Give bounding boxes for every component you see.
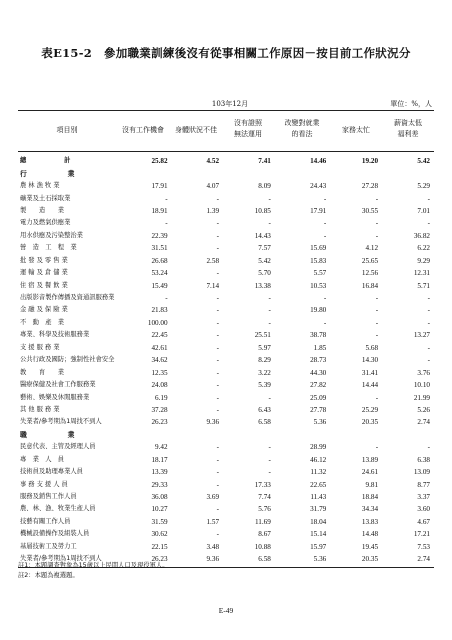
cell-value: - — [216, 306, 220, 315]
cell-value: 9.36 — [206, 555, 220, 564]
cell-value: 100.00 — [147, 318, 168, 327]
cell-value: - — [375, 318, 379, 327]
cell-value: 22.65 — [310, 480, 327, 489]
table-row — [18, 317, 434, 329]
cell-value: 6.19 — [155, 393, 168, 402]
cell-value: - — [216, 269, 220, 278]
survey-date: 103年12月 — [211, 100, 249, 108]
cell-value: - — [216, 294, 220, 303]
cell-value: - — [216, 368, 220, 377]
row-label: 職 業 — [20, 430, 75, 439]
cell-value: - — [268, 455, 271, 464]
table-row — [18, 292, 434, 304]
cell-value: 3.37 — [417, 493, 430, 502]
cell-value: 9.36 — [206, 418, 220, 427]
table-row — [18, 304, 434, 316]
cell-value: 4.07 — [206, 182, 220, 191]
row-label: 醫療保健及社會工作服務業 — [20, 381, 96, 389]
header-no-job: 沒有工作機會 — [122, 126, 164, 134]
cell-value: - — [216, 244, 220, 253]
total-row — [18, 155, 434, 167]
table-row — [18, 441, 434, 453]
cell-value: 3.22 — [258, 368, 271, 377]
cell-value: 7.14 — [206, 281, 220, 290]
table-row — [18, 342, 434, 354]
cell-value: 22.15 — [151, 542, 168, 551]
cell-value — [330, 167, 382, 179]
row-label: 住 宿 及 餐 飲 業 — [20, 281, 68, 289]
cell-value: 2.58 — [206, 256, 220, 265]
cell-value: - — [375, 393, 379, 402]
cell-value: - — [427, 356, 430, 365]
table-title: 表E15-2 參加職業訓練後沒有從事相關工作原因－按目前工作狀況分 — [41, 46, 411, 60]
cell-value: 6.58 — [258, 418, 271, 427]
table-row — [18, 242, 434, 254]
cell-value: 7.53 — [417, 542, 430, 551]
table-row — [18, 516, 434, 528]
cell-value — [172, 167, 223, 179]
cell-value: 18.84 — [361, 493, 379, 502]
cell-value: 6.58 — [258, 555, 271, 564]
table-row — [18, 503, 434, 515]
cell-value: - — [427, 294, 430, 303]
cell-value: - — [268, 443, 271, 452]
table-row — [18, 466, 434, 478]
row-label: 總 計 — [20, 157, 71, 165]
cell-value: 19.80 — [310, 306, 327, 315]
cell-value: - — [216, 393, 220, 402]
cell-value: - — [427, 343, 430, 352]
cell-value: 4.52 — [206, 157, 220, 166]
cell-value: 5.26 — [417, 405, 430, 414]
row-label: 礦業及土石採取業 — [20, 194, 71, 202]
cell-value: 1.39 — [206, 206, 220, 215]
cell-value: 3.69 — [206, 493, 220, 502]
row-label: 金 融 及 保 險 業 — [20, 306, 68, 314]
cell-value: 13.89 — [361, 455, 379, 464]
cell-value: 14.44 — [361, 381, 379, 390]
cell-value: - — [216, 530, 220, 539]
cell-value: - — [375, 194, 379, 203]
cell-value: 11.43 — [310, 493, 327, 502]
cell-value: 5.57 — [313, 269, 327, 278]
cell-value: 5.36 — [313, 418, 327, 427]
cell-value: 15.69 — [310, 244, 327, 253]
table-row — [18, 528, 434, 540]
row-label: 服務及銷售工作人員 — [20, 493, 77, 501]
row-label: 行 業 — [20, 169, 75, 178]
cell-value: - — [375, 219, 379, 228]
cell-value: - — [375, 331, 379, 340]
cell-value: - — [216, 455, 220, 464]
cell-value: - — [323, 294, 327, 303]
cell-value: 24.08 — [151, 381, 168, 390]
cell-value — [382, 167, 434, 179]
cell-value: 9.42 — [155, 443, 168, 452]
cell-value: - — [216, 468, 220, 477]
cell-value: 5.68 — [365, 343, 379, 352]
cell-value: 11.69 — [254, 517, 271, 526]
cell-value: 3.60 — [417, 505, 430, 514]
table-row — [18, 478, 434, 490]
cell-value: 17.33 — [254, 480, 271, 489]
cell-value: 17.91 — [151, 182, 168, 191]
cell-value: 16.84 — [361, 281, 379, 290]
cell-value: - — [323, 194, 327, 203]
cell-value: 2.74 — [417, 555, 430, 564]
cell-value: 8.77 — [417, 480, 430, 489]
cell-value: 26.23 — [151, 418, 168, 427]
cell-value: 27.78 — [310, 405, 327, 414]
table-row — [18, 379, 434, 391]
cell-value: - — [323, 231, 327, 240]
cell-value — [275, 429, 330, 441]
cell-value: 12.35 — [151, 368, 168, 377]
cell-value: 30.55 — [361, 206, 379, 215]
cell-value: 4.67 — [417, 517, 430, 526]
cell-value: 18.04 — [310, 517, 327, 526]
cell-value: 13.27 — [413, 331, 430, 340]
note-1: 註1：本題調查對象為15歲以上民間人口及現役軍人。 — [18, 562, 169, 569]
cell-value: 7.01 — [417, 206, 430, 215]
row-label: 製 造 業 — [20, 206, 65, 214]
row-label: 農、林、漁、牧業生產人員 — [20, 505, 96, 513]
row-label: 基層技術工及勞力工 — [20, 542, 77, 550]
cell-value: 1.85 — [313, 343, 327, 352]
cell-value: - — [323, 219, 327, 228]
header-item: 項目別 — [56, 126, 78, 134]
cell-value: 26.23 — [151, 555, 168, 564]
cell-value: 28.73 — [310, 356, 327, 365]
table-row — [18, 267, 434, 279]
cell-value: - — [216, 331, 220, 340]
cell-value: 5.70 — [258, 269, 271, 278]
table-row — [18, 366, 434, 378]
cell-value: 1.57 — [206, 517, 220, 526]
table-row — [18, 491, 434, 503]
cell-value: 18.17 — [151, 455, 168, 464]
cell-value: 5.76 — [258, 505, 271, 514]
cell-value: 13.83 — [361, 517, 379, 526]
cell-value: 9.29 — [417, 256, 430, 265]
cell-value: 5.42 — [258, 256, 271, 265]
cell-value: 31.51 — [151, 244, 168, 253]
cell-value: 37.28 — [151, 405, 168, 414]
cell-value: 3.48 — [206, 542, 220, 551]
cell-value: 31.41 — [361, 368, 379, 377]
row-label: 用水供應及污染整治業 — [20, 231, 83, 239]
header-attitude-b: 的看法 — [291, 130, 313, 138]
cell-value: - — [268, 318, 271, 327]
row-label: 公共行政及國防；強制性社會安全 — [20, 356, 115, 364]
cell-value: - — [323, 318, 327, 327]
cell-value: 4.12 — [365, 244, 379, 253]
cell-value — [382, 429, 434, 441]
cell-value: - — [268, 306, 271, 315]
table-row — [18, 217, 434, 229]
cell-value: 12.31 — [413, 269, 430, 278]
cell-value: - — [375, 294, 379, 303]
row-label: 農 林 漁 牧 業 — [20, 182, 60, 190]
cell-value: 19.20 — [361, 157, 379, 166]
cell-value: 10.10 — [413, 381, 430, 390]
cell-value: - — [268, 219, 271, 228]
table-row — [18, 391, 434, 403]
note-2: 註2：本題為複選題。 — [18, 572, 79, 579]
cell-value: 5.71 — [417, 281, 430, 290]
table-row — [18, 205, 434, 217]
cell-value: 27.82 — [310, 381, 327, 390]
table-row — [18, 192, 434, 204]
cell-value: - — [375, 443, 379, 452]
row-label: 不 動 產 業 — [20, 318, 65, 326]
table-row — [18, 416, 434, 428]
cell-value: - — [375, 306, 379, 315]
cell-value: 6.43 — [258, 405, 271, 414]
cell-value: 44.30 — [310, 368, 327, 377]
table-row — [18, 255, 434, 267]
cell-value: 10.27 — [151, 505, 168, 514]
cell-value: 22.39 — [151, 231, 168, 240]
cell-value: - — [216, 505, 220, 514]
cell-value: 29.33 — [151, 480, 168, 489]
cell-value: 46.12 — [310, 455, 327, 464]
cell-value: - — [216, 231, 220, 240]
cell-value: - — [427, 219, 430, 228]
cell-value: 5.36 — [313, 555, 327, 564]
header-bottom-rule — [18, 151, 434, 152]
table-row — [18, 180, 434, 192]
cell-value: - — [216, 356, 220, 365]
cell-value: 25.09 — [310, 393, 327, 402]
cell-value: 25.82 — [151, 157, 168, 166]
cell-value: - — [268, 194, 271, 203]
header-license-a: 沒有證照 — [234, 119, 262, 127]
cell-value: 14.30 — [361, 356, 379, 365]
cell-value: 10.53 — [310, 281, 327, 290]
cell-value: 14.46 — [310, 157, 327, 166]
cell-value: 11.32 — [310, 468, 327, 477]
cell-value: 25.51 — [254, 331, 271, 340]
cell-value — [275, 167, 330, 179]
cell-value: - — [427, 194, 430, 203]
row-label: 機械設備操作及組裝人員 — [20, 530, 90, 538]
header-license-b: 無法運用 — [234, 130, 262, 138]
cell-value: - — [216, 443, 220, 452]
cell-value: 15.83 — [310, 256, 327, 265]
cell-value: 22.45 — [151, 331, 168, 340]
table-row — [18, 541, 434, 553]
cell-value: 8.29 — [258, 356, 271, 365]
cell-value: 17.91 — [310, 206, 327, 215]
cell-value: 17.21 — [413, 530, 430, 539]
cell-value: 21.83 — [151, 306, 168, 315]
cell-value: - — [268, 393, 271, 402]
cell-value: - — [165, 194, 168, 203]
cell-value: - — [375, 231, 379, 240]
row-label: 技藝有關工作人員 — [20, 517, 71, 525]
cell-value: 3.76 — [417, 368, 430, 377]
row-label: 批 發 及 零 售 業 — [20, 256, 68, 264]
cell-value: 38.78 — [310, 331, 327, 340]
cell-value: - — [216, 318, 220, 327]
cell-value: 5.42 — [417, 157, 430, 166]
cell-value: 2.74 — [417, 418, 430, 427]
cell-value — [223, 167, 275, 179]
cell-value: 10.88 — [254, 542, 271, 551]
cell-value: 27.28 — [361, 182, 379, 191]
cell-value: 6.38 — [417, 455, 430, 464]
cell-value — [118, 429, 172, 441]
cell-value: - — [216, 381, 220, 390]
cell-value: 31.79 — [310, 505, 327, 514]
cell-value — [330, 429, 382, 441]
cell-value: - — [165, 219, 168, 228]
header-housework: 家務太忙 — [342, 126, 370, 134]
cell-value: 8.67 — [258, 530, 271, 539]
cell-value: 7.41 — [258, 157, 271, 166]
row-label: 藝術、娛樂及休閒服務業 — [20, 393, 90, 401]
cell-value: 25.65 — [361, 256, 379, 265]
cell-value: 31.59 — [151, 517, 168, 526]
cell-value — [118, 167, 172, 179]
cell-value: - — [216, 480, 220, 489]
cell-value: 13.09 — [413, 468, 430, 477]
header-attitude-a: 改變對就業 — [284, 119, 320, 127]
cell-value: 28.99 — [310, 443, 327, 452]
cell-value: - — [216, 343, 220, 352]
cell-value: 7.74 — [258, 493, 271, 502]
cell-value: 26.68 — [151, 256, 168, 265]
cell-value: - — [268, 294, 271, 303]
cell-value: 36.82 — [413, 231, 430, 240]
cell-value: 5.39 — [258, 381, 271, 390]
cell-value: 21.99 — [413, 393, 430, 402]
cell-value: - — [216, 194, 220, 203]
table-row — [18, 329, 434, 341]
cell-value: 14.43 — [254, 231, 271, 240]
table-row — [18, 354, 434, 366]
cell-value: 36.08 — [151, 493, 168, 502]
cell-value: 15.97 — [310, 542, 327, 551]
cell-value: 10.85 — [254, 206, 271, 215]
row-label: 其 他 服 務 業 — [20, 405, 60, 413]
table-row — [18, 404, 434, 416]
cell-value: 30.62 — [151, 530, 168, 539]
cell-value: 15.49 — [151, 281, 168, 290]
table-row — [18, 279, 434, 291]
header-top-rule — [18, 110, 434, 111]
cell-value: - — [268, 468, 271, 477]
cell-value: 34.34 — [361, 505, 379, 514]
cell-value: 7.57 — [258, 244, 271, 253]
row-label: 運 輸 及 倉 儲 業 — [20, 269, 68, 277]
cell-value: - — [165, 294, 168, 303]
cell-value: 6.22 — [417, 244, 430, 253]
cell-value: 34.62 — [151, 356, 168, 365]
notes — [18, 561, 169, 581]
cell-value: 5.29 — [417, 182, 430, 191]
row-label: 民意代表、主管及經理人員 — [20, 443, 96, 451]
cell-value: 13.38 — [254, 281, 271, 290]
row-label: 電力及燃氣供應業 — [20, 219, 71, 227]
cell-value: 53.24 — [151, 269, 168, 278]
cell-value: 15.14 — [310, 530, 327, 539]
row-label: 教 育 業 — [20, 368, 65, 376]
page-number: E-49 — [218, 606, 234, 615]
cell-value: 12.56 — [361, 269, 379, 278]
cell-value: 5.97 — [258, 343, 271, 352]
unit-label: 單位：%，人 — [390, 100, 432, 108]
cell-value: - — [216, 219, 220, 228]
section-row — [18, 167, 434, 179]
row-label: 技術員及助理專業人員 — [20, 468, 83, 476]
cell-value — [172, 429, 223, 441]
cell-value: - — [427, 306, 430, 315]
cell-value: 9.81 — [365, 480, 379, 489]
row-label: 專 業 人 員 — [20, 455, 65, 463]
cell-value: - — [427, 318, 430, 327]
cell-value: 18.91 — [151, 206, 168, 215]
row-label: 出版影音製作傳播及資通訊服務業 — [20, 294, 115, 302]
cell-value: - — [427, 443, 430, 452]
section-row — [18, 429, 434, 441]
data-table — [18, 155, 434, 565]
row-label: 支 援 服 務 業 — [20, 343, 60, 351]
cell-value: 14.48 — [361, 530, 379, 539]
row-label: 營 造 工 程 業 — [20, 244, 77, 252]
header-health: 身體狀況不佳 — [175, 126, 217, 134]
row-label: 失業者/參考期為1周找不到人 — [20, 418, 102, 426]
row-label: 專業、科學及技術服務業 — [20, 331, 90, 339]
cell-value — [223, 429, 275, 441]
cell-value: 42.61 — [151, 343, 168, 352]
cell-value: - — [216, 405, 220, 414]
cell-value: 8.09 — [258, 182, 271, 191]
cell-value: 13.39 — [151, 468, 168, 477]
cell-value: 20.35 — [361, 555, 379, 564]
header-low-pay-a: 薪資太低 — [394, 119, 422, 127]
cell-value: 20.35 — [361, 418, 379, 427]
cell-value: 24.61 — [361, 468, 379, 477]
table-row — [18, 230, 434, 242]
table-row — [18, 454, 434, 466]
cell-value: 19.45 — [361, 542, 379, 551]
row-label: 失業者/參考期為1周找不到人 — [20, 555, 102, 563]
cell-value: 24.43 — [310, 182, 327, 191]
cell-value: 25.29 — [361, 405, 379, 414]
header-low-pay-b: 福利差 — [397, 130, 419, 138]
row-label: 事 務 支 援 人 員 — [20, 480, 68, 488]
